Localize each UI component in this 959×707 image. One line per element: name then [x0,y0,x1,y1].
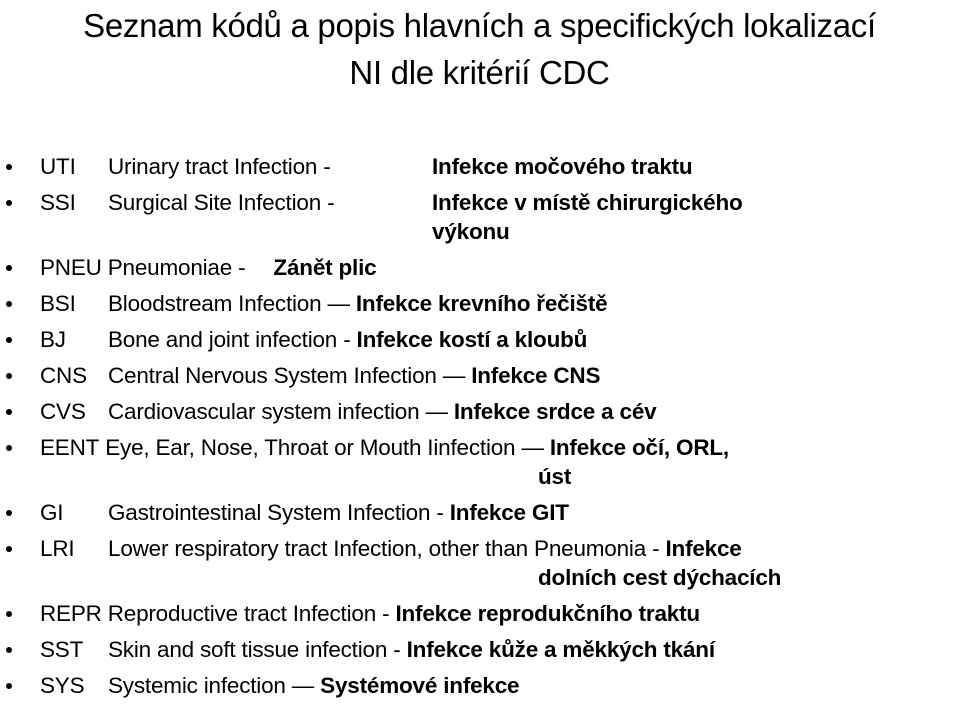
item-english: Lower respiratory tract Infection, other than Pneumonia [108,536,647,561]
item-czech-continued: výkonu [432,219,510,244]
item-czech: Zánět plic [273,255,377,280]
item-code: GI [40,500,64,525]
item-separator: — [442,363,466,388]
list-item-bsi [0,289,959,318]
item-code: EENT [40,435,100,460]
item-czech: Infekce srdce a cév [453,399,657,424]
list-item-sys [0,671,959,700]
item-czech: Systémové infekce [320,673,520,698]
item-code: SYS [40,673,85,698]
item-code: REPR [40,601,102,626]
item-separator: - [436,500,444,525]
item-code: SSI [40,190,76,215]
item-separator: - [393,637,401,662]
item-czech: Infekce kostí a kloubů [356,327,588,352]
item-czech: Infekce kůže a měkkých tkání [406,637,715,662]
item-separator: — [327,291,350,316]
slide-title [0,2,959,96]
item-english: Systemic infection [108,673,286,698]
item-english: Gastrointestinal System Infection [108,500,431,525]
list-item-cvs [0,397,959,426]
item-english: Eye, Ear, Nose, Throat or Mouth Iinfection [105,435,516,460]
item-separator: — [425,399,448,424]
item-code: CNS [40,363,87,388]
item-separator: — [521,435,544,460]
slide-title-line-1: Seznam kódů a popis hlavních a specifických lokalizací [83,7,876,44]
code-list [0,152,959,707]
item-english: Pneumoniae [107,255,233,280]
item-code: SST [40,637,84,662]
item-czech-continued: úst [538,464,572,489]
list-item-lri [0,534,959,592]
item-separator: - [652,536,660,561]
item-czech: Infekce GIT [449,500,569,525]
item-czech: Infekce v místě chirurgického [432,190,743,215]
item-czech: Infekce reprodukčního traktu [395,601,700,626]
item-czech: Infekce CNS [471,363,601,388]
list-item-bj [0,325,959,354]
item-czech: Infekce krevního řečiště [355,291,608,316]
item-separator: — [291,673,315,698]
list-item-gi [0,498,959,527]
item-english: Central Nervous System Infection [108,363,437,388]
item-english: Bloodstream Infection [108,291,322,316]
item-english: Reproductive tract Infection [107,601,377,626]
list-item-uti [0,152,959,181]
list-item-eent [0,433,959,491]
item-code: UTI [40,154,76,179]
item-separator: - [238,255,246,280]
item-code: PNEU [40,255,102,280]
item-czech: Infekce močového traktu [432,154,693,179]
item-code: CVS [40,399,86,424]
item-code: BSI [40,291,76,316]
item-code: BJ [40,327,66,352]
item-czech: Infekce očí, ORL, [549,435,729,460]
item-czech: Infekce [665,536,742,561]
list-item-sst [0,635,959,664]
item-code: LRI [40,536,75,561]
item-english: Surgical Site Infection - [108,190,335,215]
list-item-repr [0,599,959,628]
item-separator: - [382,601,390,626]
item-english: Skin and soft tissue infection [108,637,388,662]
item-english: Bone and joint infection [108,327,338,352]
item-separator: - [343,327,351,352]
list-item-cns [0,361,959,390]
item-english: Cardiovascular system infection [108,399,420,424]
item-czech-continued: dolních cest dýchacích [538,565,782,590]
list-item-ssi [0,188,959,246]
slide-title-line-2: NI dle kritérií CDC [349,54,610,91]
item-english: Urinary tract Infection - [108,154,331,179]
list-item-pneu [0,253,959,282]
